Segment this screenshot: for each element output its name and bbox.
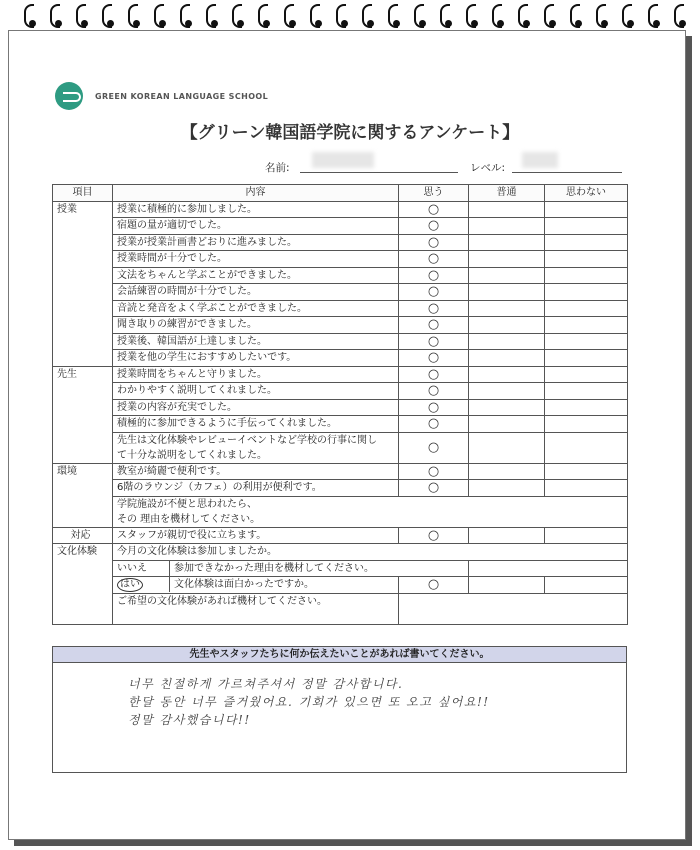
answer-disagree[interactable]	[545, 201, 628, 218]
answer-neutral[interactable]	[469, 284, 545, 301]
answer-agree[interactable]: ○	[399, 251, 469, 268]
answer-disagree[interactable]	[545, 432, 628, 463]
table-row	[53, 234, 628, 251]
answer-neutral[interactable]	[469, 366, 545, 383]
level-label: レベル:	[470, 162, 506, 174]
name-label: 名前:	[265, 162, 290, 174]
question-text: 6階のラウンジ（カフェ）の利用が便利です。	[113, 480, 399, 497]
answer-disagree[interactable]	[545, 317, 628, 334]
binding-ring	[544, 4, 554, 28]
question-text: 今月の文化体験は参加しましたか。	[113, 544, 628, 561]
answer-neutral[interactable]	[469, 416, 545, 433]
level-redaction	[522, 152, 558, 168]
binding-ring	[492, 4, 502, 28]
binding-ring	[596, 4, 606, 28]
table-row	[53, 463, 628, 480]
binding-ring	[388, 4, 398, 28]
handwritten-line: 너무 친절하게 가르쳐주셔서 정말 감사합니다.	[128, 677, 404, 691]
answer-neutral[interactable]	[469, 350, 545, 367]
table-row	[53, 432, 628, 463]
answer-agree[interactable]: ○	[399, 577, 469, 594]
table-row	[53, 560, 628, 577]
header-disagree: 思わない	[545, 185, 628, 202]
table-row	[53, 300, 628, 317]
answer-neutral[interactable]	[469, 480, 545, 497]
question-text: 教室が綺麗で便利です。	[113, 463, 399, 480]
answer-agree[interactable]: ○	[399, 333, 469, 350]
free-text-question[interactable]	[113, 496, 628, 527]
question-text: 会話練習の時間が十分でした。	[113, 284, 399, 301]
answer-disagree[interactable]	[545, 284, 628, 301]
answer-neutral[interactable]	[469, 218, 545, 235]
option-yes[interactable]	[113, 577, 170, 592]
school-logo-icon	[55, 82, 83, 110]
binding-ring	[570, 4, 580, 28]
binding-ring	[362, 4, 372, 28]
table-row	[53, 544, 628, 561]
section-label-environment: 環境	[53, 463, 113, 527]
binding-ring	[336, 4, 346, 28]
answer-agree[interactable]: ○	[399, 300, 469, 317]
table-header-row	[53, 185, 628, 202]
header-item: 項目	[53, 185, 113, 202]
answer-agree[interactable]: ○	[399, 234, 469, 251]
question-line: その 理由を機材してください。	[117, 513, 261, 525]
binding-ring	[50, 4, 60, 28]
question-text: 授業時間をちゃんと守りました。	[113, 366, 399, 383]
answer-neutral[interactable]	[469, 333, 545, 350]
binding-ring	[154, 4, 164, 28]
answer-neutral[interactable]	[469, 201, 545, 218]
answer-disagree[interactable]	[545, 366, 628, 383]
answer-disagree[interactable]	[545, 463, 628, 480]
answer-agree[interactable]: ○	[399, 267, 469, 284]
answer-disagree[interactable]	[545, 399, 628, 416]
question-text: 授業の内容が充実でした。	[113, 399, 399, 416]
answer-agree[interactable]: ○	[399, 399, 469, 416]
answer-neutral[interactable]	[469, 251, 545, 268]
answer-neutral[interactable]	[469, 300, 545, 317]
header-content: 内容	[113, 185, 399, 202]
question-text: 参加できなかった理由を機材してください。	[174, 562, 374, 574]
table-row	[53, 333, 628, 350]
name-field[interactable]	[300, 172, 458, 173]
binding-ring	[232, 4, 242, 28]
answer-disagree[interactable]	[545, 234, 628, 251]
school-name: GREEN KOREAN LANGUAGE SCHOOL	[95, 91, 269, 101]
option-yes-circled: はい	[117, 578, 143, 592]
answer-disagree[interactable]	[545, 383, 628, 400]
binding-ring	[76, 4, 86, 28]
answer-neutral[interactable]	[469, 383, 545, 400]
spiral-binding	[0, 0, 700, 30]
question-text: 文法をちゃんと学ぶことができました。	[113, 267, 399, 284]
question-line: 先生は文化体験やレビューイベントなど学校の行事に関し	[117, 434, 377, 446]
answer-agree[interactable]: ○	[399, 383, 469, 400]
answer-agree[interactable]: ○	[399, 201, 469, 218]
question-text: 授業が授業計画書どおりに進みました。	[113, 234, 399, 251]
comment-header: 先生やスタッフたちに何か伝えたいことがあれば書いてください。	[52, 646, 627, 663]
question-text: 文化体験は面白かったですか。	[174, 579, 314, 591]
question-text: わかりやすく説明してくれました。	[113, 383, 399, 400]
answer-agree[interactable]: ○	[399, 432, 469, 463]
question-text: ご希望の文化体験があれば機材してください。	[113, 593, 399, 624]
handwritten-line: 정말 감사했습니다!!	[128, 713, 251, 727]
binding-ring	[24, 4, 34, 28]
answer-agree[interactable]: ○	[399, 284, 469, 301]
answer-field[interactable]	[469, 560, 628, 577]
question-line: 学院施設が不便と思われたら、	[117, 498, 257, 510]
table-row	[53, 480, 628, 497]
answer-disagree[interactable]	[545, 251, 628, 268]
section-label-culture: 文化体験	[53, 544, 113, 625]
level-field[interactable]	[512, 172, 622, 173]
section-label-teacher: 先生	[53, 366, 113, 463]
answer-disagree[interactable]	[545, 527, 628, 544]
question-line: て十分な説明をしてくれました。	[117, 449, 267, 461]
survey-title: 【グリーン韓国語学院に関するアンケート】	[180, 123, 520, 143]
answer-agree[interactable]: ○	[399, 366, 469, 383]
table-row	[53, 284, 628, 301]
question-text	[113, 432, 399, 463]
table-row	[53, 577, 628, 594]
name-redaction	[312, 152, 374, 168]
binding-ring	[258, 4, 268, 28]
answer-neutral[interactable]	[469, 399, 545, 416]
answer-agree[interactable]: ○	[399, 416, 469, 433]
binding-ring	[206, 4, 216, 28]
question-text: 授業後、韓国語が上達しました。	[113, 333, 399, 350]
culture-yes-row	[113, 577, 399, 594]
question-text: 音読と発音をよく学ぶことができました。	[113, 300, 399, 317]
table-row	[53, 350, 628, 367]
table-row	[53, 317, 628, 334]
table-row	[53, 593, 628, 624]
answer-neutral[interactable]	[469, 463, 545, 480]
answer-agree[interactable]: ○	[399, 350, 469, 367]
answer-disagree[interactable]	[545, 416, 628, 433]
answer-neutral[interactable]	[469, 317, 545, 334]
binding-ring	[414, 4, 424, 28]
table-row	[53, 366, 628, 383]
question-text: 授業に積極的に参加しました。	[113, 201, 399, 218]
answer-neutral[interactable]	[469, 577, 545, 594]
table-row	[53, 399, 628, 416]
binding-ring	[440, 4, 450, 28]
table-row	[53, 201, 628, 218]
binding-ring	[674, 4, 684, 28]
binding-ring	[284, 4, 294, 28]
answer-disagree[interactable]	[545, 300, 628, 317]
binding-ring	[310, 4, 320, 28]
header-neutral: 普通	[469, 185, 545, 202]
answer-agree[interactable]: ○	[399, 317, 469, 334]
binding-ring	[128, 4, 138, 28]
section-label-response: 対応	[53, 527, 113, 544]
survey-table	[52, 184, 628, 625]
answer-disagree[interactable]	[545, 480, 628, 497]
answer-neutral[interactable]	[469, 267, 545, 284]
question-text: 聞き取りの練習ができました。	[113, 317, 399, 334]
answer-agree[interactable]: ○	[399, 480, 469, 497]
table-row	[53, 251, 628, 268]
answer-agree[interactable]: ○	[399, 463, 469, 480]
binding-ring	[648, 4, 658, 28]
option-no[interactable]: いいえ	[113, 561, 170, 576]
culture-no-row	[113, 560, 469, 577]
question-text: スタッフが親切で役に立ちます。	[113, 527, 399, 544]
table-row	[53, 218, 628, 235]
table-row	[53, 496, 628, 527]
answer-disagree[interactable]	[545, 333, 628, 350]
question-text: 授業を他の学生におすすめしたいです。	[113, 350, 399, 367]
binding-ring	[518, 4, 528, 28]
answer-agree[interactable]: ○	[399, 527, 469, 544]
answer-neutral[interactable]	[469, 234, 545, 251]
answer-disagree[interactable]	[545, 350, 628, 367]
answer-neutral[interactable]	[469, 527, 545, 544]
table-row	[53, 383, 628, 400]
answer-disagree[interactable]	[545, 267, 628, 284]
table-row	[53, 267, 628, 284]
question-text: 授業時間が十分でした。	[113, 251, 399, 268]
answer-neutral[interactable]	[469, 432, 545, 463]
school-logo	[55, 82, 268, 110]
handwritten-line: 한달 동안 너무 즐거웠어요. 기회가 있으면 또 오고 싶어요!!	[128, 695, 490, 709]
binding-ring	[466, 4, 476, 28]
table-row	[53, 527, 628, 544]
question-text: 宿題の量が適切でした。	[113, 218, 399, 235]
section-label-class: 授業	[53, 201, 113, 366]
binding-ring	[102, 4, 112, 28]
answer-disagree[interactable]	[545, 218, 628, 235]
answer-agree[interactable]: ○	[399, 218, 469, 235]
question-text: 積極的に参加できるように手伝ってくれました。	[113, 416, 399, 433]
answer-field[interactable]	[399, 593, 628, 624]
answer-disagree[interactable]	[545, 577, 628, 594]
table-row	[53, 416, 628, 433]
header-agree: 思う	[399, 185, 469, 202]
binding-ring	[180, 4, 190, 28]
binding-ring	[622, 4, 632, 28]
